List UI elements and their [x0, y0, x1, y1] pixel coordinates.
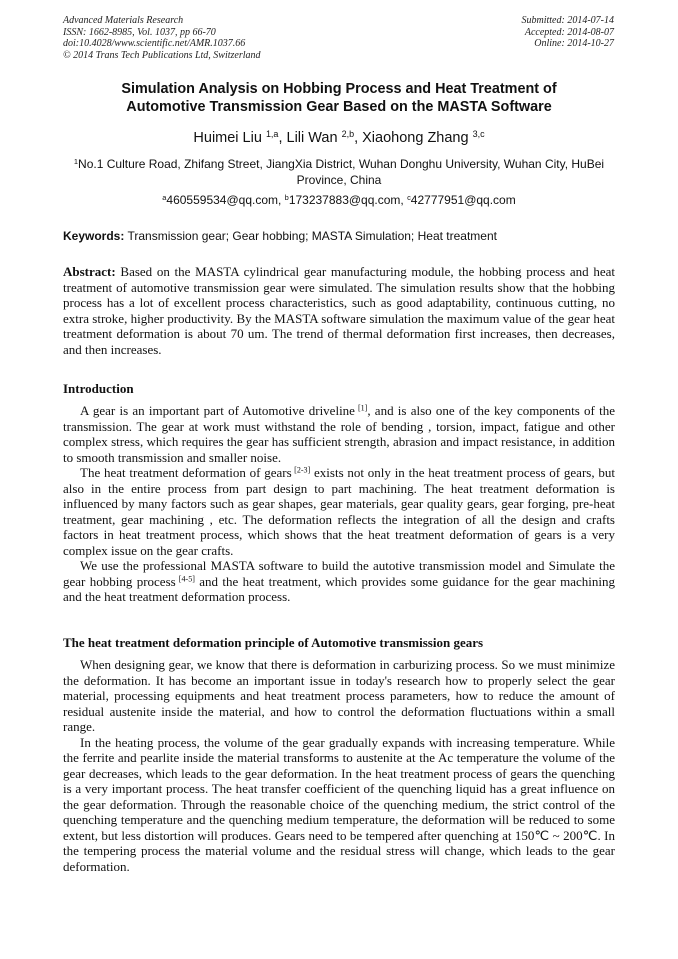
email-marker: b	[284, 192, 289, 202]
paragraph-text: We use the professional MASTA software to build the autotive transmission model and Simulate the gear hobbing process	[63, 558, 615, 589]
citation: [2-3]	[291, 465, 311, 475]
affiliation-text: No.1 Culture Road, Zhifang Street, JiangXia District, Wuhan Donghu University, Wuhan City, HuBei Province, China	[78, 157, 605, 187]
paragraph-text: exists not only in the heat treatment process of gears, but also in the entire process from part design to part machining. The heat treatment deformation is influenced by many factors such as gear shapes, gear materials, gear quality gears, gear forging, pre-heat treatment, gear machining , etc. The deformation reflects the integration of all the design and crafts factors in heat treatment process, which shows that the heat treatment deformation of gears is a very complex issue on the gear crafts.	[63, 465, 615, 558]
citation: [4-5]	[175, 574, 195, 584]
accepted-date: Accepted: 2014-08-07	[524, 26, 614, 38]
online-date: Online: 2014-10-27	[534, 38, 614, 49]
journal-name: Advanced Materials Research	[63, 15, 184, 26]
copyright-line: © 2014 Trans Tech Publications Ltd, Switzerland	[63, 49, 261, 61]
paragraph	[63, 403, 615, 465]
email-c: 42777951@qq.com	[410, 193, 516, 207]
paragraph-text: , and is also one of the key components of the transmission. The gear at work must withstand the role of bending , torsion, impact, fatigue and other complex stress, which requires the gear has sufficient strength, abrasion and impact resistance, in addition to smooth transmission and smaller noise.	[63, 403, 615, 465]
submitted-date: Submitted: 2014-07-14	[521, 15, 614, 26]
paragraph	[63, 558, 615, 605]
email-a: 460559534@qq.com,	[166, 193, 285, 207]
author-3-marker: 3,c	[472, 129, 485, 140]
citation: [1]	[354, 403, 368, 413]
introduction-heading: Introduction	[63, 381, 134, 396]
email-b: 173237883@qq.com,	[288, 193, 408, 207]
paragraph-text: A gear is an important part of Automotive driveline	[80, 403, 355, 418]
email-marker: a	[162, 192, 167, 202]
author-separator: ,	[278, 130, 287, 146]
author-list	[40, 130, 638, 147]
author-separator: ,	[354, 130, 363, 146]
paragraph: In the heating process, the volume of the gear gradually expands with increasing temperature. While the ferrite and pearlite inside the material transforms to austenite at the Ac temperature the volume of the gear decreases, which leads to the gear deformation. In the heat treatment process of gears the quenching is a very important process. The heat transfer coefficient of the quenching liquid has a great influence on the gear deformation. Through the reasonable choice of the quenching medium, the strict control of the quenching temperature and the quenching medium temperature, the deformation will be reduced to some extent, but less distortion will produces. Gears need to be tempered after quenching at 150℃ ~ 200℃. In the tempering process the material volume and the residual stress will change, which leads to the gear deformation.	[63, 734, 615, 874]
abstract	[63, 264, 615, 357]
paper-title	[40, 80, 638, 116]
affiliation-marker: 1	[73, 156, 79, 166]
keywords-label: Keywords:	[63, 229, 125, 243]
paragraph	[63, 465, 615, 558]
author-2: Lili Wan	[286, 130, 338, 146]
title-line-2: Automotive Transmission Gear Based on the MASTA Software	[126, 99, 552, 115]
email-list	[40, 193, 638, 207]
section-body	[63, 657, 615, 874]
email-marker: c	[407, 192, 411, 202]
paragraph-text: and the heat treatment, which provides some guidance for the gear machining and the heat treatment deformation process.	[63, 573, 616, 604]
keywords-text: Transmission gear; Gear hobbing; MASTA Simulation; Heat treatment	[124, 229, 497, 243]
keywords	[63, 229, 615, 243]
author-2-marker: 2,b	[341, 129, 355, 140]
title-line-1: Simulation Analysis on Hobbing Process and Heat Treatment of	[121, 81, 557, 97]
journal-header	[63, 15, 261, 61]
section-heading: The heat treatment deformation principle of Automotive transmission gears	[63, 635, 484, 650]
dates-header	[522, 15, 615, 50]
issn-line: ISSN: 1662-8985, Vol. 1037, pp 66-70	[63, 26, 216, 38]
introduction-body	[63, 403, 615, 605]
affiliation	[70, 156, 608, 188]
doi-line: doi:10.4028/www.scientific.net/AMR.1037.66	[63, 38, 246, 49]
abstract-label: Abstract:	[63, 264, 116, 279]
author-1-marker: 1,a	[265, 129, 279, 140]
author-3: Xiaohong Zhang	[362, 130, 469, 146]
abstract-text: Based on the MASTA cylindrical gear manufacturing module, the hobbing process and heat treatment of automotive transmission gear were simulated. The simulation results show that the hobbing process has a lot of excellent process characteristics, such as good adaptability, continuous cutting, no extra stroke, higher productivity. By the MASTA software simulation the maximum value of the gear heat treatment deformation is about 70 um. The trend of thermal deformation first increases, then decreases, and then increases.	[63, 264, 615, 357]
author-1: Huimei Liu	[193, 130, 262, 146]
paragraph-text: The heat treatment deformation of gears	[80, 465, 292, 480]
paragraph: When designing gear, we know that there is deformation in carburizing process. So we must minimize the deformation. It has become an important issue in today's research how to properly select the gear material, processing equipments and heat treatment process parameters, how to reduce the amount of residual austenite inside the material, and how to control the deformation fluctuations within a small range.	[63, 657, 615, 734]
